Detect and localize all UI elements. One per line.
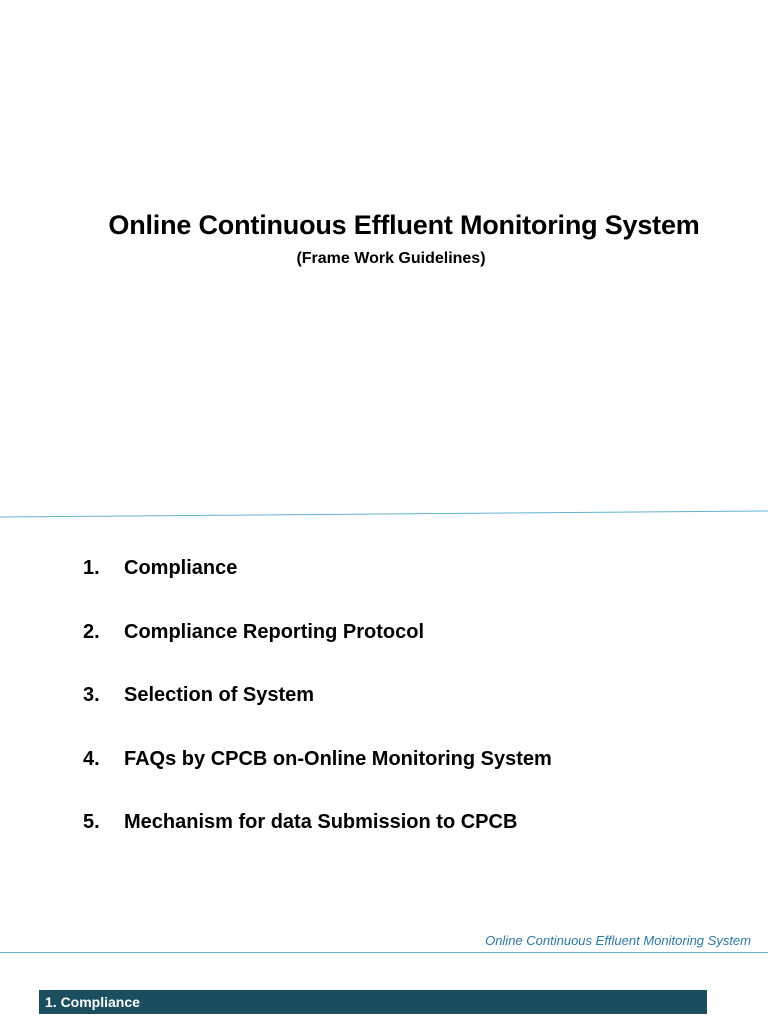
toc-number: 1. bbox=[83, 557, 100, 579]
toc-label: FAQs by CPCB on-Online Monitoring System bbox=[124, 747, 552, 770]
toc-item-reporting-protocol bbox=[83, 621, 552, 685]
top-divider-line bbox=[0, 508, 768, 520]
toc-number: 5. bbox=[83, 811, 100, 833]
table-of-contents bbox=[83, 557, 552, 875]
toc-label: Selection of System bbox=[124, 684, 315, 706]
toc-item-compliance bbox=[83, 557, 552, 621]
toc-number: 2. bbox=[83, 620, 100, 643]
bottom-divider-line bbox=[0, 952, 768, 953]
page-subtitle: (Frame Work Guidelines) bbox=[296, 250, 486, 267]
toc-label: Compliance Reporting Protocol bbox=[124, 620, 425, 643]
toc-item-selection-of-system bbox=[83, 684, 552, 748]
toc-item-data-submission bbox=[83, 811, 552, 875]
toc-number: 3. bbox=[83, 684, 100, 706]
toc-label: Mechanism for data Submission to CPCB bbox=[124, 811, 518, 833]
toc-label: Compliance bbox=[124, 557, 238, 579]
page-title: Online Continuous Effluent Monitoring System bbox=[108, 210, 700, 240]
footer-running-title: Online Continuous Effluent Monitoring System bbox=[485, 933, 751, 948]
toc-item-faqs bbox=[83, 748, 552, 812]
section-header-bar: 1. Compliance bbox=[39, 990, 707, 1014]
toc-number: 4. bbox=[83, 747, 100, 770]
